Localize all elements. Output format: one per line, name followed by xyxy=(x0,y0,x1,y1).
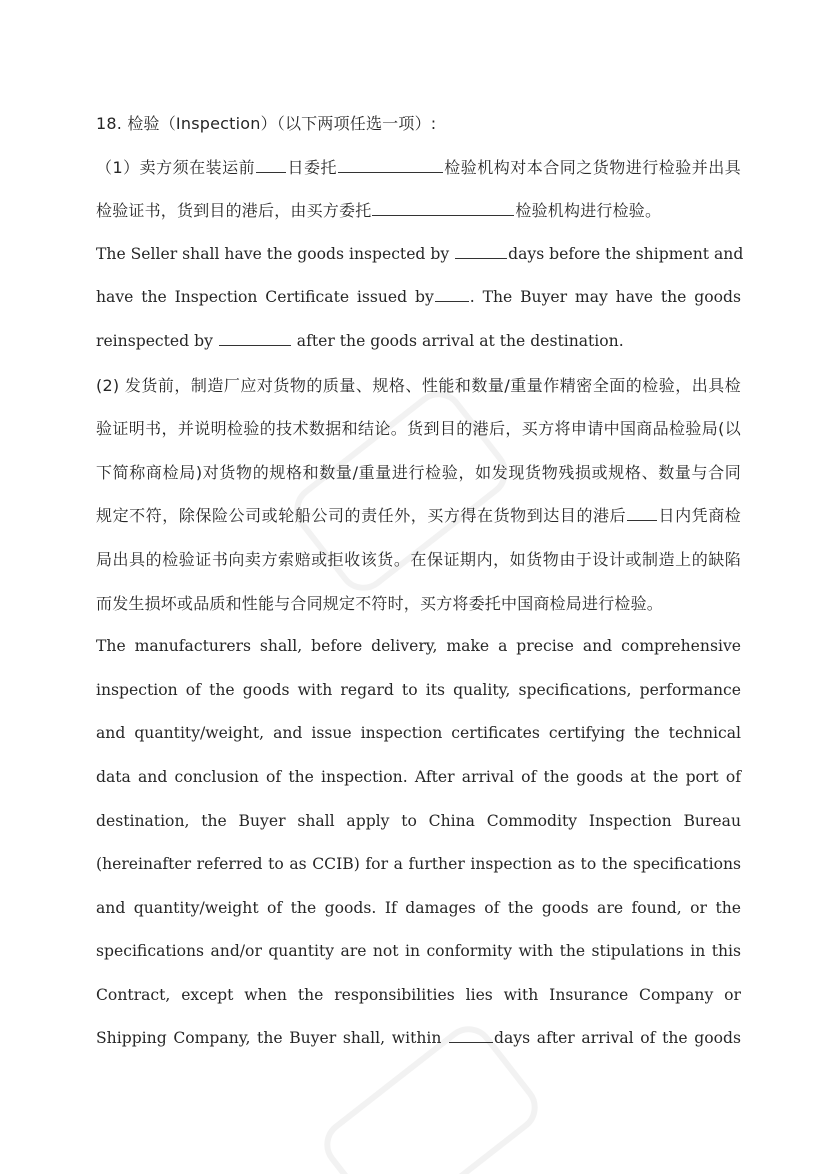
clause-line: (2) 发货前，制造厂应对货物的质量、规格、性能和数量/重量作精密全面的检验，出具检 xyxy=(96,375,741,395)
clause-line: 规定不符，除保险公司或轮船公司的责任外，买方得在货物到达目的港后 日内凭商检 xyxy=(96,506,741,526)
clause-line: destination, the Buyer shall apply to China Commodity Inspection Bureau xyxy=(96,811,741,830)
fill-in-blank xyxy=(219,344,291,346)
clause-line: and quantity/weight, and issue inspection certificates certifying the technical xyxy=(96,724,741,743)
fill-in-blank xyxy=(435,300,469,302)
clause-line: 局出具的检验证书向卖方索赔或拒收该货。在保证期内，如货物由于设计或制造上的缺陷 xyxy=(96,549,741,569)
fill-in-blank xyxy=(627,519,657,521)
contract-clause-inspection xyxy=(96,102,744,1061)
clause-line: have the Inspection Certificate issued by . The Buyer may have the goods xyxy=(96,288,741,307)
clause-line: 验证明书，并说明检验的技术数据和结论。货到目的港后，买方将申请中国商品检验局(以 xyxy=(96,419,741,439)
clause-line: 下简称商检局)对货物的规格和数量/重量进行检验，如发现货物残损或规格、数量与合同 xyxy=(96,462,741,482)
clause-line: inspection of the goods with regard to its quality, specifications, performance xyxy=(96,680,741,699)
fill-in-blank xyxy=(455,257,507,259)
clause-line: reinspected by after the goods arrival at the destination. xyxy=(96,331,624,350)
clause-line: (hereinafter referred to as CCIB) for a further inspection as to the specifications xyxy=(96,855,741,874)
fill-in-blank xyxy=(256,171,286,173)
clause-line: （1）卖方须在装运前 日委托 检验机构对本合同之货物进行检验并出具 xyxy=(96,157,741,177)
clause-line: 检验证书，货到目的港后，由买方委托 检验机构进行检验。 xyxy=(96,201,662,221)
clause-line: Contract, except when the responsibilities lies with Insurance Company or xyxy=(96,985,741,1004)
clause-line: The Seller shall have the goods inspected by days before the shipment and xyxy=(96,244,744,263)
clause-heading: 18. 检验（Inspection）（以下两项任选一项）: xyxy=(96,114,437,133)
fill-in-blank xyxy=(449,1041,493,1043)
clause-line: and quantity/weight of the goods. If damages of the goods are found, or the xyxy=(96,898,741,917)
clause-line: Shipping Company, the Buyer shall, within days after arrival of the goods xyxy=(96,1029,741,1048)
clause-line: The manufacturers shall, before delivery, make a precise and comprehensive xyxy=(96,637,741,656)
clause-line: data and conclusion of the inspection. After arrival of the goods at the port of xyxy=(96,767,741,786)
fill-in-blank xyxy=(372,214,514,216)
fill-in-blank xyxy=(338,171,443,173)
clause-line: 而发生损坏或品质和性能与合同规定不符时，买方将委托中国商检局进行检验。 xyxy=(96,593,664,613)
clause-line: specifications and/or quantity are not in conformity with the stipulations in this xyxy=(96,942,741,961)
